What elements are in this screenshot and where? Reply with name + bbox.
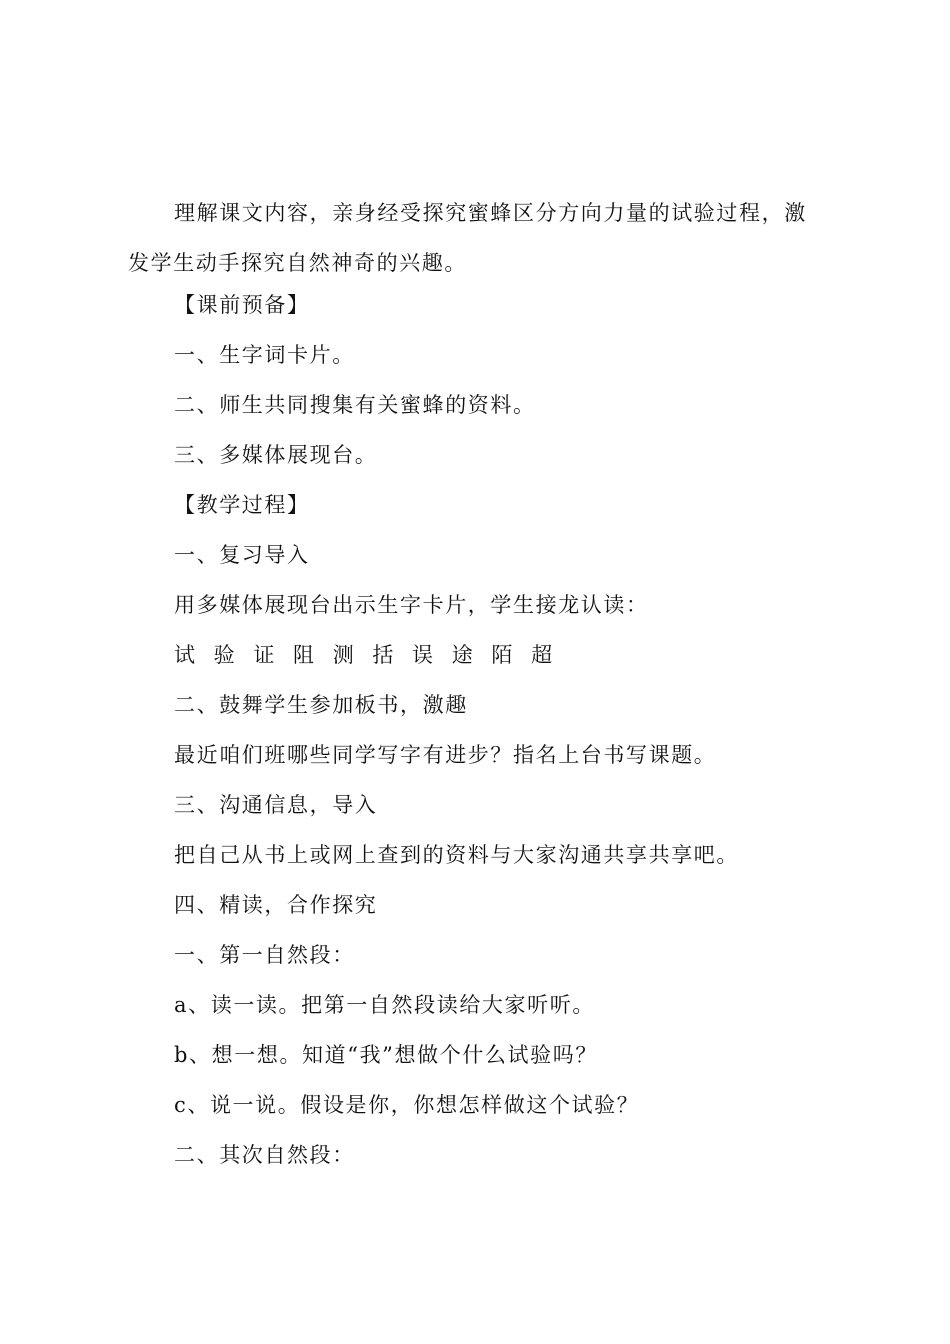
list-item: 二、鼓舞学生参加板书，激趣 (174, 693, 468, 717)
list-item: 最近咱们班哪些同学写字有进步？指名上台书写课题。 (174, 743, 717, 767)
list-item: 一、生字词卡片。 (174, 343, 355, 367)
list-item: a、读一读。把第一自然段读给大家听听。 (174, 993, 595, 1017)
list-item: 三、多媒体展现台。 (174, 443, 378, 467)
document-lines (174, 280, 874, 1180)
list-item: 用多媒体展现台出示生字卡片，学生接龙认读： (174, 593, 649, 617)
list-item: 三、沟通信息，导入 (174, 793, 378, 817)
list-item: 四、精读，合作探究 (174, 893, 378, 917)
list-item: 一、复习导入 (174, 543, 310, 567)
list-item: 二、师生共同搜集有关蜜蜂的资料。 (174, 393, 536, 417)
list-item: 二、其次自然段： (174, 1143, 355, 1167)
section-heading-process: 【教学过程】 (174, 493, 310, 517)
intro-paragraph: 理解课文内容，亲身经受探究蜜蜂区分方向力量的试验过程，激发学生动手探究自然神奇的兴趣。 (128, 201, 807, 275)
list-item: b、想一想。知道“我”想做个什么试验吗？ (174, 1043, 598, 1067)
list-item: 把自己从书上或网上查到的资料与大家沟通共享共享吧。 (174, 843, 739, 867)
list-item: 一、第一自然段： (174, 943, 355, 967)
section-heading-preparation: 【课前预备】 (174, 293, 310, 317)
vocabulary-list: 试 验 证 阻 测 括 误 途 陌 超 (174, 643, 556, 667)
list-item: c、说一说。假设是你，你想怎样做这个试验？ (174, 1093, 640, 1117)
